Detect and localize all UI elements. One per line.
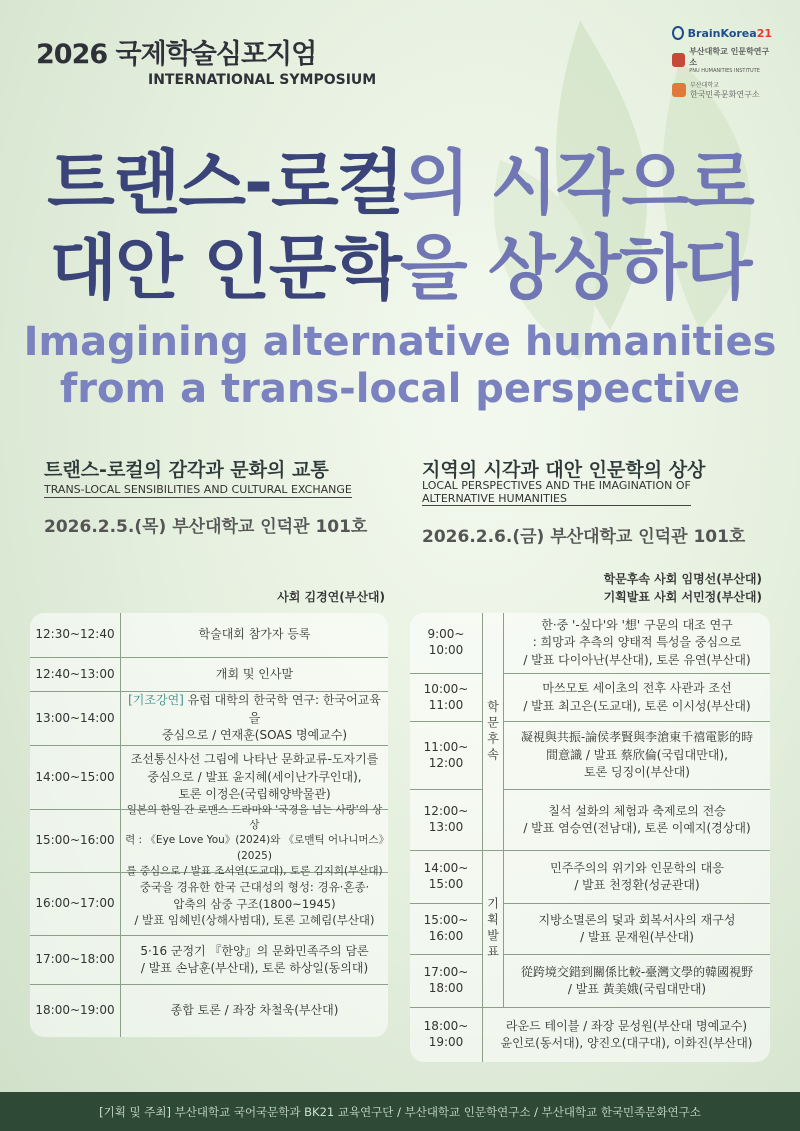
- humanities-logo: [672, 46, 772, 74]
- brainkorea-label: [688, 27, 772, 40]
- session-label: 기획발표: [482, 851, 504, 1007]
- day1-row: [30, 803, 388, 877]
- day1-content-cell: [121, 873, 388, 935]
- ethnic-label-kr: 한국민족문화연구소: [690, 90, 760, 99]
- day2-row: [504, 904, 770, 955]
- humanities-label-en: PNU HUMANITIES INSTITUTE: [689, 68, 760, 74]
- day2-content-cell: [504, 955, 770, 1007]
- day2-content-line: 間意識 / 발표 蔡欣倫(국립대만대),: [546, 747, 728, 762]
- roundtable-line: 라운드 테이블 / 좌장 문성원(부산대 명예교수): [505, 1018, 748, 1033]
- day1-content-line: 중국을 경유한 한국 근대성의 형성: 경유·혼종·: [139, 879, 370, 894]
- day1-content-line: 종합 토론 / 좌장 차철욱(부산대): [170, 1003, 339, 1018]
- day1-time-cell: 16:00~17:00: [30, 873, 121, 935]
- day1-date: 2026.2.5.(목) 부산대학교 인덕관 101호: [44, 517, 368, 537]
- day2-time-cell: [410, 674, 482, 722]
- day2-subtitle-en-line2: ALTERNATIVE HUMANITIES: [422, 493, 691, 507]
- day1-content-cell: [121, 692, 388, 745]
- day1-content-line: [125, 692, 384, 727]
- day2-content-cell: [504, 722, 770, 789]
- brainkorea-icon: [672, 26, 684, 40]
- day1-row: [30, 746, 388, 810]
- ethnic-icon: [672, 83, 686, 97]
- day2-content-line: 한·중 '-싶다'와 '想' 구문의 대조 연구: [541, 617, 733, 632]
- humanities-icon: [672, 53, 685, 67]
- day1-content-cell: [121, 985, 388, 1037]
- day2-row: [504, 851, 770, 904]
- day1-moderator: 사회 김경연(부산대): [277, 590, 385, 604]
- day2-content-line: 칠석 설화의 체험과 축제로의 전승: [548, 803, 726, 818]
- day2-time: 9:00~ 10:00: [427, 627, 465, 657]
- keynote-tag: [기조강연]: [128, 693, 184, 708]
- day1-time-cell: 12:40~13:00: [30, 658, 121, 691]
- day2-content-line: 從跨境交錯到關係比較-臺灣文學的韓國視野: [520, 964, 754, 979]
- brainkorea-text: BrainKorea: [687, 26, 757, 40]
- day1-content-line: 중심으로 / 연재훈(SOAS 명예교수): [161, 728, 348, 743]
- day2-time: 15:00~ 16:00: [423, 913, 469, 943]
- brainkorea-logo: [672, 26, 772, 40]
- day2-content-cell: [504, 904, 770, 954]
- day2-content-line: / 발표 최고은(도교대), 토론 이시성(부산대): [523, 698, 751, 713]
- day1-content-line: 중심으로 / 발표 윤지혜(세이난가쿠인대),: [147, 769, 362, 784]
- day2-content-line: 민주주의의 위기와 인문학의 대응: [550, 860, 724, 875]
- day2-session: [410, 613, 770, 851]
- session-items-column: [504, 613, 770, 850]
- day1-title: 트랜스-로컬의 감각과 문화의 교통: [44, 459, 329, 481]
- day1-time-cell: 15:00~16:00: [30, 810, 121, 872]
- day1-content-line: 개회 및 인사말: [215, 666, 294, 681]
- session-times-column: [410, 613, 482, 850]
- day2-content-line: / 발표 黃美娥(국립대만대): [567, 982, 707, 996]
- logo-group: [672, 26, 772, 106]
- session-times-column: [410, 851, 482, 1007]
- session-label: 학문후속: [482, 613, 504, 850]
- main-title-line2: [0, 227, 800, 309]
- day2-content-line: / 발표 문재원(부산대): [580, 930, 694, 944]
- day1-content-line: / 발표 임혜빈(상해사범대), 토론 고혜림(부산대): [134, 913, 375, 928]
- title-line1-light: 의 시각으로: [402, 142, 753, 224]
- day1-content-line: 압축의 삼중 구조(1800~1945): [173, 896, 336, 911]
- day1-row: [30, 613, 388, 658]
- day1-content-line: 력 : 《Eye Love You》(2024)와 《로맨틱 어나니머스》(2025): [125, 834, 384, 862]
- day1-content-line: 를 중심으로 / 발표 조서연(도교대), 토론 김지희(부산대): [126, 864, 383, 877]
- day1-row: [30, 985, 388, 1037]
- day2-time-cell: [410, 851, 482, 904]
- day1-content-text: 유럽 대학의 한국학 연구: 한국어교육을: [183, 693, 381, 725]
- ethnic-logo: [672, 80, 772, 100]
- english-title-line2: from a trans-local perspective: [59, 366, 741, 412]
- day1-time-cell: 13:00~14:00: [30, 692, 121, 745]
- day1-content-cell: [121, 803, 388, 877]
- english-title-line1: Imagining alternative humanities: [23, 319, 777, 365]
- day2-content-line: 지방소멸론의 덫과 회복서사의 재구성: [538, 912, 736, 927]
- day1-content-line: 학술대회 참가자 등록: [198, 627, 311, 642]
- day2-time: 17:00~ 18:00: [423, 965, 469, 995]
- session-items-column: [504, 851, 770, 1007]
- day2-subtitle-en-line1: LOCAL PERSPECTIVES AND THE IMAGINATION OF: [422, 479, 691, 492]
- title-line1-dark: 트랜스-로컬: [47, 142, 403, 224]
- day2-time: 10:00~ 11:00: [423, 681, 469, 712]
- ethnic-label-small: 부산대학교: [690, 82, 719, 89]
- day1-content-cell: [121, 936, 388, 984]
- day1-subtitle-en: TRANS-LOCAL SENSIBILITIES AND CULTURAL EXCHANGE: [44, 483, 352, 496]
- day1-content-line: / 발표 손남훈(부산대), 토론 하상일(동의대): [140, 961, 369, 975]
- day2-schedule-table: [410, 613, 770, 1062]
- day2-time-cell: [410, 790, 482, 850]
- day1-time-cell: 17:00~18:00: [30, 936, 121, 984]
- roundtable-line: 윤인로(동서대), 양진오(대구대), 이화진(부산대): [500, 1036, 753, 1050]
- day2-content-line: 토론 딩징이(부산대): [584, 765, 690, 780]
- day1-row: [30, 692, 388, 746]
- day2-content-line: / 발표 천정환(성균관대): [574, 878, 700, 892]
- day2-row: [504, 722, 770, 790]
- day1-time-cell: 12:30~12:40: [30, 613, 121, 657]
- day2-moderator-2: 기획발표 사회 서민정(부산대): [603, 590, 762, 604]
- main-title-line1: [0, 142, 800, 224]
- day2-content-cell: [504, 613, 770, 673]
- day1-time-cell: 14:00~15:00: [30, 746, 121, 809]
- day2-subtitle-en: [422, 480, 691, 506]
- roundtable-row: [410, 1008, 770, 1062]
- day2-title: 지역의 시각과 대안 인문학의 상상: [422, 459, 706, 481]
- day2-time-cell: [410, 955, 482, 1007]
- day1-content-cell: [121, 658, 388, 691]
- roundtable-time: 18:00~ 19:00: [410, 1008, 483, 1062]
- day2-date: 2026.2.6.(금) 부산대학교 인덕관 101호: [422, 527, 746, 547]
- day1-row: [30, 936, 388, 985]
- day1-row: [30, 873, 388, 936]
- day2-row: [504, 790, 770, 850]
- header-subtitle: INTERNATIONAL SYMPOSIUM: [148, 72, 377, 88]
- day1-content-cell: [121, 746, 388, 809]
- day2-content-line: / 발표 다이아난(부산대), 토론 유연(부산대): [523, 652, 751, 667]
- day2-content-cell: [504, 790, 770, 850]
- day2-content-line: / 발표 염승연(전남대), 토론 이예지(경상대): [523, 821, 751, 835]
- day1-time-cell: 18:00~19:00: [30, 985, 121, 1037]
- day2-time-cell: [410, 722, 482, 790]
- day1-content-line: 토론 이정은(국립해양박물관): [178, 787, 331, 802]
- day2-session: [410, 851, 770, 1008]
- roundtable-content: [483, 1008, 770, 1062]
- day2-content-cell: [504, 674, 770, 721]
- brainkorea-number: 21: [756, 26, 772, 40]
- day2-content-cell: [504, 851, 770, 903]
- day1-content-cell: [121, 613, 388, 657]
- day2-time: 11:00~ 12:00: [423, 739, 469, 770]
- humanities-label-kr: 부산대학교 인문학연구소: [689, 47, 770, 67]
- day2-time: 12:00~ 13:00: [423, 804, 469, 834]
- day2-content-line: 凝視與共振-論侯孝賢與李滄東千禧電影的時: [520, 730, 754, 745]
- day1-content-line: 일본의 한일 간 로맨스 드라마와 '국경을 넘는 사랑'의 상상: [126, 803, 383, 832]
- day2-moderator-1: 학문후속 사회 임명선(부산대): [603, 572, 762, 586]
- day2-time-cell: [410, 613, 482, 674]
- day2-row: [504, 955, 770, 1007]
- day1-schedule-table: [30, 613, 388, 1037]
- day2-content-line: : 희망과 추측의 양태적 특성을 중심으로: [532, 635, 742, 650]
- header-year-title: 2026 국제학술심포지엄: [36, 39, 317, 70]
- title-line2-dark: 대안 인문학: [49, 227, 400, 309]
- footer-organizers: [기획 및 주최] 부산대학교 국어국문학과 BK21 교육연구단 / 부산대학교 인문학연구소 / 부산대학교 한국민족문화연구소: [0, 1092, 800, 1131]
- day1-row: [30, 658, 388, 692]
- day1-content-line: 5·16 군정기 『한양』의 문화민족주의 담론: [140, 943, 369, 958]
- day2-time-cell: [410, 904, 482, 955]
- day2-content-line: 마쓰모토 세이초의 전후 사관과 조선: [542, 681, 732, 696]
- day2-row: [504, 674, 770, 722]
- title-line2-light: 을 상상하다: [400, 227, 751, 309]
- day1-content-line: 조선통신사선 그림에 나타난 문화교류-도자기를: [130, 752, 379, 767]
- day2-time: 14:00~ 15:00: [423, 861, 469, 891]
- day2-row: [504, 613, 770, 674]
